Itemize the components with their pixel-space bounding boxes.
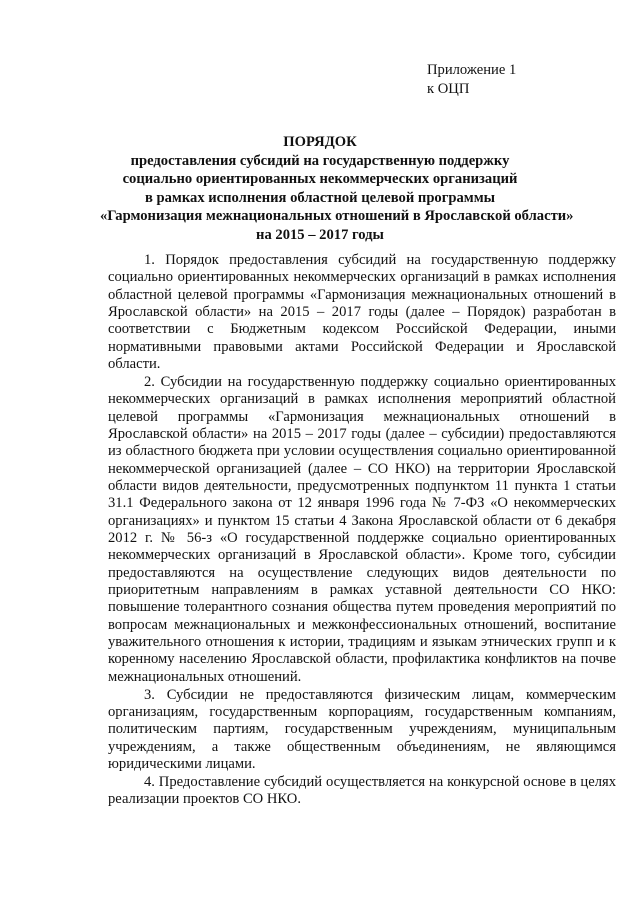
heading-line-5: на 2015 – 2017 годы	[256, 226, 384, 243]
heading-line-3: в рамках исполнения областной целевой программы	[144, 189, 496, 206]
paragraph-3: 3. Субсидии не предоставляются физическим лицам, коммерческим организациям, государственным корпорациям, государственным компаниям, политическим партиям, государственным учреждениям, муниципальным учреждениям, а также общественным объединениям, не являющимся юридическими лицами.	[108, 686, 616, 772]
document-title: ПОРЯДОК	[283, 134, 357, 150]
paragraph-4: 4. Предоставление субсидий осуществляется на конкурсной основе в целях реализации проектов СО НКО.	[108, 773, 616, 808]
appendix-line-2: к ОЦП	[427, 80, 470, 97]
appendix-note	[427, 61, 516, 98]
heading-line-1: предоставления субсидий на государственную поддержку	[130, 152, 510, 169]
document-heading	[100, 133, 574, 244]
document-body	[108, 252, 616, 809]
appendix-line-1: Приложение 1	[427, 62, 517, 78]
paragraph-2: 2. Субсидии на государственную поддержку социально ориентированных некоммерческих организаций в рамках исполнения мероприятий областной целевой программы «Гармонизация межнациональных отношений в Ярославской области» на 2015 – 2017 годы (далее – субсидии) предоставляются из областного бюджета при условии осуществления социально ориентированной некоммерческой организацией (далее – СО НКО) на территории Ярославской области видов деятельности, предусмотренных подпунктом 11 пункта 1 статьи 31.1 Федерального закона от 12 января 1996 года № 7-ФЗ «О некоммерческих организациях» и пунктом 15 статьи 4 Закона Ярославской области от 6 декабря 2012 г. № 56-з «О государственной поддержке социально ориентированных некоммерческих организаций в Ярославской области». Кроме того, субсидии предоставляются на осуществление следующих видов деятельности по приоритетным направлениям в рамках уставной деятельности СО НКО: повышение толерантного сознания общества путем проведения мероприятий по вопросам межнациональных и межконфессиональных отношений, воспитание уважительного отношения к истории, традициям и языкам этнических групп и к коренному населению Ярославской области, профилактика конфликтов на почве межнациональных отношений.	[108, 373, 616, 685]
heading-line-4: «Гармонизация межнациональных отношений в Ярославской области»	[100, 208, 574, 224]
heading-line-2: социально ориентированных некоммерческих организаций	[122, 171, 518, 187]
paragraph-1: 1. Порядок предоставления субсидий на государственную поддержку социально ориентированных некоммерческих организаций в рамках исполнения областной целевой программы «Гармонизация межнациональных отношений в Ярославской области» на 2015 – 2017 годы (далее – Порядок) разработан в соответствии с Бюджетным кодексом Российской Федерации, иными нормативными правовыми актами Российской Федерации и Ярославской области.	[108, 252, 616, 373]
